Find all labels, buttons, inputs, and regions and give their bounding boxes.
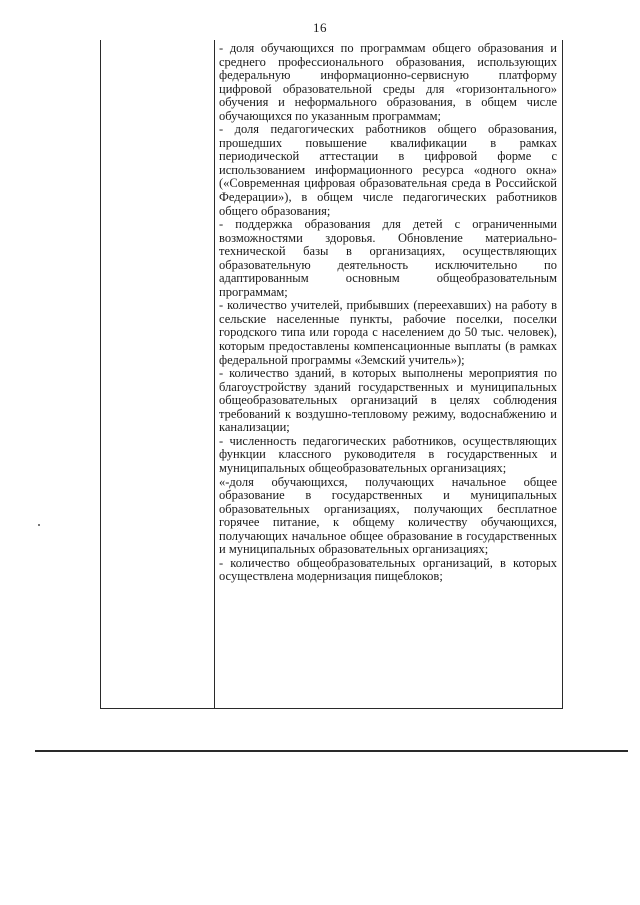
table-column-divider xyxy=(214,40,215,708)
footer-rule xyxy=(35,750,628,752)
indicator-paragraph: - количество зданий, в которых выполнены мероприятия по благоустройству зданий государственных и муниципальных общеобразовательных организаций в целях соблюдения требований к воздушно-тепловому режиму, водоснабжению и канализации; xyxy=(219,366,557,435)
table-left-border xyxy=(100,40,101,708)
indicator-paragraph: - поддержка образования для детей с ограниченными возможностями здоровья. Обновление материально-технической базы в организациях, осуществляющих образовательную деятельность исключительно по адаптированным основным общеобразовательным программам; xyxy=(219,217,557,299)
table-right-border xyxy=(562,40,563,708)
indicator-paragraph: - доля педагогических работников общего образования, прошедших повышение квалификации в рамках периодической аттестации в цифровой форме с использованием информационного ресурса «одного окна» («Современная цифровая образовательная среда в Российской Федерации»), в общем числе педагогических работников общего образования; xyxy=(219,122,557,218)
indicator-paragraph: - численность педагогических работников, осуществляющих функции классного руководителя в государственных и муниципальных общеобразовательных организациях; xyxy=(219,433,557,475)
table-cell-indicators xyxy=(219,42,557,584)
indicator-paragraph: - количество учителей, прибывших (переехавших) на работу в сельские населенные пункты, рабочие поселки, поселки городского типа или города с населением до 50 тыс. человек), которым предоставлены компенсационные выплаты (в рамках федеральной программы «Земский учитель»); xyxy=(219,298,557,367)
document-table xyxy=(100,40,563,709)
scan-speck xyxy=(38,524,40,526)
indicator-paragraph: - доля обучающихся по программам общего образования и среднего профессионального образования, использующих федеральную информационно-сервисную платформу цифровой образовательной среды для «горизонтального» обучения и неформального образования, в общем числе обучающихся по указанным программам; xyxy=(219,41,557,123)
indicator-paragraph: - количество общеобразовательных организаций, в которых осуществлена модернизация пищеблоков; xyxy=(219,555,557,584)
indicator-paragraph: «-доля обучающихся, получающих начальное общее образование в государственных и муниципальных образовательных организациях, получающих бесплатное горячее питание, к общему количеству обучающихся, получающих начальное общее образование в государственных и муниципальных образовательных организациях; xyxy=(219,474,557,557)
page-number: 16 xyxy=(313,20,327,35)
